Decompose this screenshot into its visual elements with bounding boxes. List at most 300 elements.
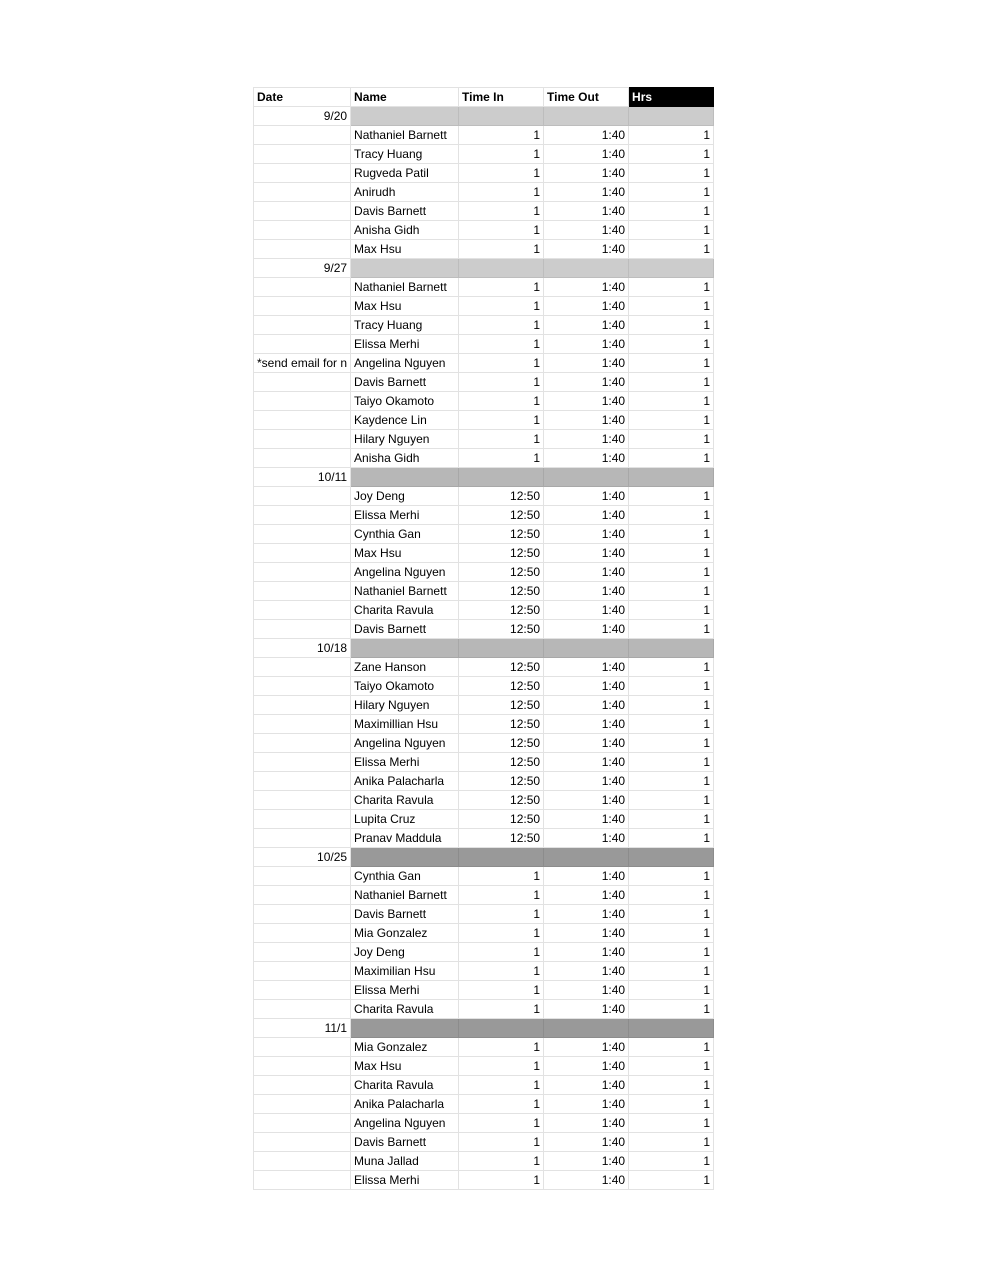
time-in-cell[interactable]: 1 [459, 1133, 544, 1152]
name-cell[interactable]: Mia Gonzalez [351, 924, 459, 943]
time-out-cell[interactable]: 1:40 [544, 240, 629, 259]
name-cell[interactable]: Max Hsu [351, 1057, 459, 1076]
name-cell[interactable]: Muna Jallad [351, 1152, 459, 1171]
table-row [254, 981, 714, 1000]
time-in-cell[interactable]: 12:50 [459, 620, 544, 639]
time-in-cell[interactable]: 12:50 [459, 658, 544, 677]
note-cell[interactable] [254, 791, 351, 810]
note-cell[interactable] [254, 278, 351, 297]
name-cell[interactable]: Elissa Merhi [351, 335, 459, 354]
note-cell[interactable] [254, 1171, 351, 1190]
time-in-cell[interactable]: 12:50 [459, 506, 544, 525]
date-cell[interactable]: 9/27 [254, 259, 351, 278]
time-out-cell[interactable]: 1:40 [544, 1095, 629, 1114]
shaded-cell[interactable] [351, 1019, 459, 1038]
header-date[interactable]: Date [254, 88, 351, 107]
shaded-cell[interactable] [459, 468, 544, 487]
time-in-cell[interactable]: 12:50 [459, 582, 544, 601]
time-in-cell[interactable]: 12:50 [459, 601, 544, 620]
time-in-cell[interactable]: 1 [459, 1152, 544, 1171]
time-in-cell[interactable]: 1 [459, 886, 544, 905]
name-cell[interactable]: Charita Ravula [351, 601, 459, 620]
time-out-cell[interactable]: 1:40 [544, 772, 629, 791]
time-out-cell[interactable]: 1:40 [544, 962, 629, 981]
date-group-row [254, 259, 714, 278]
hrs-cell[interactable]: 1 [629, 240, 714, 259]
time-in-cell[interactable]: 1 [459, 981, 544, 1000]
hrs-cell[interactable]: 1 [629, 772, 714, 791]
name-cell[interactable]: Nathaniel Barnett [351, 278, 459, 297]
time-in-cell[interactable]: 1 [459, 430, 544, 449]
time-out-cell[interactable]: 1:40 [544, 943, 629, 962]
note-cell[interactable] [254, 202, 351, 221]
time-in-cell[interactable]: 1 [459, 1095, 544, 1114]
name-cell[interactable]: Anisha Gidh [351, 221, 459, 240]
time-in-cell[interactable]: 12:50 [459, 696, 544, 715]
note-cell[interactable] [254, 544, 351, 563]
name-cell[interactable]: Davis Barnett [351, 373, 459, 392]
time-out-cell[interactable]: 1:40 [544, 411, 629, 430]
note-cell[interactable] [254, 601, 351, 620]
table-row [254, 335, 714, 354]
name-cell[interactable]: Rugveda Patil [351, 164, 459, 183]
time-in-cell[interactable]: 1 [459, 240, 544, 259]
hrs-cell[interactable]: 1 [629, 487, 714, 506]
time-in-cell[interactable]: 12:50 [459, 487, 544, 506]
hrs-cell[interactable]: 1 [629, 810, 714, 829]
note-cell[interactable] [254, 715, 351, 734]
time-in-cell[interactable]: 1 [459, 867, 544, 886]
hrs-cell[interactable]: 1 [629, 316, 714, 335]
table-row [254, 316, 714, 335]
time-out-cell[interactable]: 1:40 [544, 1038, 629, 1057]
name-cell[interactable]: Lupita Cruz [351, 810, 459, 829]
header-hrs[interactable]: Hrs [629, 88, 714, 107]
time-in-cell[interactable]: 12:50 [459, 829, 544, 848]
name-cell[interactable]: Kaydence Lin [351, 411, 459, 430]
name-cell[interactable]: Mia Gonzalez [351, 1038, 459, 1057]
note-cell[interactable] [254, 1038, 351, 1057]
time-out-cell[interactable]: 1:40 [544, 506, 629, 525]
name-cell[interactable]: Anisha Gidh [351, 449, 459, 468]
hrs-cell[interactable]: 1 [629, 1057, 714, 1076]
note-cell[interactable] [254, 810, 351, 829]
shaded-cell[interactable] [351, 107, 459, 126]
time-in-cell[interactable]: 1 [459, 392, 544, 411]
time-out-cell[interactable]: 1:40 [544, 715, 629, 734]
note-cell[interactable] [254, 943, 351, 962]
note-cell[interactable] [254, 1076, 351, 1095]
time-in-cell[interactable]: 1 [459, 354, 544, 373]
hrs-cell[interactable]: 1 [629, 278, 714, 297]
time-out-cell[interactable]: 1:40 [544, 1152, 629, 1171]
note-cell[interactable] [254, 677, 351, 696]
time-out-cell[interactable]: 1:40 [544, 886, 629, 905]
shaded-cell[interactable] [544, 259, 629, 278]
time-out-cell[interactable]: 1:40 [544, 829, 629, 848]
note-cell[interactable] [254, 240, 351, 259]
name-cell[interactable]: Charita Ravula [351, 1000, 459, 1019]
time-out-cell[interactable]: 1:40 [544, 696, 629, 715]
hrs-cell[interactable]: 1 [629, 164, 714, 183]
time-in-cell[interactable]: 1 [459, 183, 544, 202]
note-cell[interactable] [254, 430, 351, 449]
shaded-cell[interactable] [544, 848, 629, 867]
note-cell[interactable] [254, 1000, 351, 1019]
name-cell[interactable]: Elissa Merhi [351, 753, 459, 772]
time-in-cell[interactable]: 12:50 [459, 544, 544, 563]
shaded-cell[interactable] [459, 259, 544, 278]
time-out-cell[interactable]: 1:40 [544, 1133, 629, 1152]
note-cell[interactable] [254, 753, 351, 772]
name-cell[interactable]: Pranav Maddula [351, 829, 459, 848]
time-in-cell[interactable]: 1 [459, 924, 544, 943]
note-cell[interactable] [254, 183, 351, 202]
shaded-cell[interactable] [544, 468, 629, 487]
time-out-cell[interactable]: 1:40 [544, 544, 629, 563]
hrs-cell[interactable]: 1 [629, 1114, 714, 1133]
header-time-out[interactable]: Time Out [544, 88, 629, 107]
time-out-cell[interactable]: 1:40 [544, 449, 629, 468]
table-row [254, 278, 714, 297]
time-in-cell[interactable]: 1 [459, 411, 544, 430]
time-in-cell[interactable]: 1 [459, 126, 544, 145]
shaded-cell[interactable] [351, 259, 459, 278]
time-in-cell[interactable]: 12:50 [459, 525, 544, 544]
time-out-cell[interactable]: 1:40 [544, 278, 629, 297]
hrs-cell[interactable]: 1 [629, 392, 714, 411]
time-in-cell[interactable]: 1 [459, 297, 544, 316]
hrs-cell[interactable]: 1 [629, 1171, 714, 1190]
note-cell[interactable] [254, 696, 351, 715]
time-out-cell[interactable]: 1:40 [544, 867, 629, 886]
hrs-cell[interactable]: 1 [629, 677, 714, 696]
note-cell[interactable] [254, 316, 351, 335]
time-out-cell[interactable]: 1:40 [544, 981, 629, 1000]
time-out-cell[interactable]: 1:40 [544, 354, 629, 373]
time-in-cell[interactable]: 1 [459, 1171, 544, 1190]
note-cell[interactable] [254, 487, 351, 506]
time-in-cell[interactable]: 1 [459, 1057, 544, 1076]
time-out-cell[interactable]: 1:40 [544, 620, 629, 639]
time-in-cell[interactable]: 1 [459, 316, 544, 335]
hrs-cell[interactable]: 1 [629, 1152, 714, 1171]
hrs-cell[interactable]: 1 [629, 1000, 714, 1019]
time-out-cell[interactable]: 1:40 [544, 791, 629, 810]
shaded-cell[interactable] [544, 107, 629, 126]
note-cell[interactable] [254, 411, 351, 430]
name-cell[interactable]: Elissa Merhi [351, 981, 459, 1000]
name-cell[interactable]: Max Hsu [351, 240, 459, 259]
time-in-cell[interactable]: 1 [459, 164, 544, 183]
name-cell[interactable]: Davis Barnett [351, 202, 459, 221]
hrs-cell[interactable]: 1 [629, 506, 714, 525]
note-cell[interactable] [254, 525, 351, 544]
hrs-cell[interactable]: 1 [629, 753, 714, 772]
shaded-cell[interactable] [629, 848, 714, 867]
time-in-cell[interactable]: 12:50 [459, 753, 544, 772]
hrs-cell[interactable]: 1 [629, 297, 714, 316]
hrs-cell[interactable]: 1 [629, 544, 714, 563]
attendance-sheet [253, 87, 714, 1190]
hrs-cell[interactable]: 1 [629, 734, 714, 753]
hrs-cell[interactable]: 1 [629, 1095, 714, 1114]
name-cell[interactable]: Maximillian Hsu [351, 715, 459, 734]
note-cell[interactable] [254, 506, 351, 525]
hrs-cell[interactable]: 1 [629, 658, 714, 677]
note-cell[interactable] [254, 829, 351, 848]
note-cell[interactable] [254, 924, 351, 943]
time-in-cell[interactable]: 1 [459, 1114, 544, 1133]
time-in-cell[interactable]: 1 [459, 905, 544, 924]
hrs-cell[interactable]: 1 [629, 943, 714, 962]
name-cell[interactable]: Nathaniel Barnett [351, 582, 459, 601]
time-out-cell[interactable]: 1:40 [544, 183, 629, 202]
time-out-cell[interactable]: 1:40 [544, 582, 629, 601]
time-out-cell[interactable]: 1:40 [544, 1114, 629, 1133]
note-cell[interactable] [254, 981, 351, 1000]
time-out-cell[interactable]: 1:40 [544, 487, 629, 506]
note-cell[interactable] [254, 297, 351, 316]
name-cell[interactable]: Angelina Nguyen [351, 563, 459, 582]
note-cell[interactable] [254, 772, 351, 791]
name-cell[interactable]: Cynthia Gan [351, 867, 459, 886]
name-cell[interactable]: Anirudh [351, 183, 459, 202]
hrs-cell[interactable]: 1 [629, 221, 714, 240]
time-out-cell[interactable]: 1:40 [544, 164, 629, 183]
date-cell[interactable]: 10/25 [254, 848, 351, 867]
hrs-cell[interactable]: 1 [629, 411, 714, 430]
hrs-cell[interactable]: 1 [629, 525, 714, 544]
hrs-cell[interactable]: 1 [629, 582, 714, 601]
time-in-cell[interactable]: 1 [459, 1076, 544, 1095]
name-cell[interactable]: Taiyo Okamoto [351, 392, 459, 411]
time-in-cell[interactable]: 12:50 [459, 772, 544, 791]
note-cell[interactable]: *send email for n [254, 354, 351, 373]
hrs-cell[interactable]: 1 [629, 1038, 714, 1057]
name-cell[interactable]: Angelina Nguyen [351, 1114, 459, 1133]
time-out-cell[interactable]: 1:40 [544, 677, 629, 696]
note-cell[interactable] [254, 886, 351, 905]
header-time-in[interactable]: Time In [459, 88, 544, 107]
hrs-cell[interactable]: 1 [629, 696, 714, 715]
time-out-cell[interactable]: 1:40 [544, 373, 629, 392]
note-cell[interactable] [254, 335, 351, 354]
name-cell[interactable]: Davis Barnett [351, 620, 459, 639]
shaded-cell[interactable] [544, 1019, 629, 1038]
table-row [254, 202, 714, 221]
hrs-cell[interactable]: 1 [629, 981, 714, 1000]
time-in-cell[interactable]: 1 [459, 145, 544, 164]
name-cell[interactable]: Davis Barnett [351, 905, 459, 924]
name-cell[interactable]: Davis Barnett [351, 1133, 459, 1152]
time-out-cell[interactable]: 1:40 [544, 905, 629, 924]
hrs-cell[interactable]: 1 [629, 449, 714, 468]
hrs-cell[interactable]: 1 [629, 924, 714, 943]
note-cell[interactable] [254, 373, 351, 392]
note-cell[interactable] [254, 126, 351, 145]
name-cell[interactable]: Joy Deng [351, 487, 459, 506]
time-in-cell[interactable]: 1 [459, 221, 544, 240]
time-out-cell[interactable]: 1:40 [544, 810, 629, 829]
time-out-cell[interactable]: 1:40 [544, 297, 629, 316]
shaded-cell[interactable] [351, 639, 459, 658]
name-cell[interactable]: Elissa Merhi [351, 506, 459, 525]
time-in-cell[interactable]: 1 [459, 278, 544, 297]
time-out-cell[interactable]: 1:40 [544, 430, 629, 449]
note-cell[interactable] [254, 1133, 351, 1152]
hrs-cell[interactable]: 1 [629, 829, 714, 848]
hrs-cell[interactable]: 1 [629, 962, 714, 981]
hrs-cell[interactable]: 1 [629, 563, 714, 582]
shaded-cell[interactable] [629, 468, 714, 487]
time-in-cell[interactable]: 12:50 [459, 563, 544, 582]
name-cell[interactable]: Nathaniel Barnett [351, 126, 459, 145]
hrs-cell[interactable]: 1 [629, 867, 714, 886]
name-cell[interactable]: Max Hsu [351, 544, 459, 563]
shaded-cell[interactable] [351, 468, 459, 487]
name-cell[interactable]: Zane Hanson [351, 658, 459, 677]
time-out-cell[interactable]: 1:40 [544, 335, 629, 354]
hrs-cell[interactable]: 1 [629, 183, 714, 202]
time-in-cell[interactable]: 1 [459, 1000, 544, 1019]
time-in-cell[interactable]: 1 [459, 962, 544, 981]
note-cell[interactable] [254, 164, 351, 183]
hrs-cell[interactable]: 1 [629, 430, 714, 449]
shaded-cell[interactable] [629, 107, 714, 126]
hrs-cell[interactable]: 1 [629, 715, 714, 734]
hrs-cell[interactable]: 1 [629, 1076, 714, 1095]
name-cell[interactable]: Joy Deng [351, 943, 459, 962]
name-cell[interactable]: Nathaniel Barnett [351, 886, 459, 905]
time-out-cell[interactable]: 1:40 [544, 753, 629, 772]
note-cell[interactable] [254, 867, 351, 886]
name-cell[interactable]: Tracy Huang [351, 145, 459, 164]
time-in-cell[interactable]: 1 [459, 373, 544, 392]
date-cell[interactable]: 11/1 [254, 1019, 351, 1038]
hrs-cell[interactable]: 1 [629, 354, 714, 373]
hrs-cell[interactable]: 1 [629, 145, 714, 164]
time-in-cell[interactable]: 12:50 [459, 677, 544, 696]
time-out-cell[interactable]: 1:40 [544, 734, 629, 753]
shaded-cell[interactable] [544, 639, 629, 658]
note-cell[interactable] [254, 221, 351, 240]
time-out-cell[interactable]: 1:40 [544, 145, 629, 164]
note-cell[interactable] [254, 620, 351, 639]
shaded-cell[interactable] [629, 639, 714, 658]
name-cell[interactable]: Angelina Nguyen [351, 354, 459, 373]
header-name[interactable]: Name [351, 88, 459, 107]
hrs-cell[interactable]: 1 [629, 373, 714, 392]
time-in-cell[interactable]: 12:50 [459, 810, 544, 829]
time-in-cell[interactable]: 12:50 [459, 734, 544, 753]
date-cell[interactable]: 10/18 [254, 639, 351, 658]
note-cell[interactable] [254, 392, 351, 411]
shaded-cell[interactable] [351, 848, 459, 867]
hrs-cell[interactable]: 1 [629, 620, 714, 639]
time-out-cell[interactable]: 1:40 [544, 1076, 629, 1095]
shaded-cell[interactable] [459, 107, 544, 126]
name-cell[interactable]: Anika Palacharla [351, 1095, 459, 1114]
time-in-cell[interactable]: 1 [459, 335, 544, 354]
time-out-cell[interactable]: 1:40 [544, 126, 629, 145]
hrs-cell[interactable]: 1 [629, 202, 714, 221]
shaded-cell[interactable] [459, 848, 544, 867]
note-cell[interactable] [254, 658, 351, 677]
note-cell[interactable] [254, 1057, 351, 1076]
time-out-cell[interactable]: 1:40 [544, 392, 629, 411]
time-out-cell[interactable]: 1:40 [544, 202, 629, 221]
time-in-cell[interactable]: 1 [459, 449, 544, 468]
hrs-cell[interactable]: 1 [629, 601, 714, 620]
time-out-cell[interactable]: 1:40 [544, 658, 629, 677]
name-cell[interactable]: Elissa Merhi [351, 1171, 459, 1190]
name-cell[interactable]: Cynthia Gan [351, 525, 459, 544]
time-out-cell[interactable]: 1:40 [544, 221, 629, 240]
note-cell[interactable] [254, 1152, 351, 1171]
table-row [254, 867, 714, 886]
hrs-cell[interactable]: 1 [629, 905, 714, 924]
date-group-row [254, 639, 714, 658]
time-in-cell[interactable]: 1 [459, 943, 544, 962]
hrs-cell[interactable]: 1 [629, 791, 714, 810]
date-cell[interactable]: 9/20 [254, 107, 351, 126]
name-cell[interactable]: Tracy Huang [351, 316, 459, 335]
time-out-cell[interactable]: 1:40 [544, 1000, 629, 1019]
time-out-cell[interactable]: 1:40 [544, 316, 629, 335]
hrs-cell[interactable]: 1 [629, 335, 714, 354]
note-cell[interactable] [254, 905, 351, 924]
note-cell[interactable] [254, 449, 351, 468]
time-out-cell[interactable]: 1:40 [544, 601, 629, 620]
note-cell[interactable] [254, 734, 351, 753]
shaded-cell[interactable] [629, 259, 714, 278]
name-cell[interactable]: Anika Palacharla [351, 772, 459, 791]
date-cell[interactable]: 10/11 [254, 468, 351, 487]
time-out-cell[interactable]: 1:40 [544, 924, 629, 943]
name-cell[interactable]: Maximilian Hsu [351, 962, 459, 981]
shaded-cell[interactable] [459, 639, 544, 658]
hrs-cell[interactable]: 1 [629, 1133, 714, 1152]
time-in-cell[interactable]: 12:50 [459, 791, 544, 810]
note-cell[interactable] [254, 145, 351, 164]
time-in-cell[interactable]: 12:50 [459, 715, 544, 734]
note-cell[interactable] [254, 563, 351, 582]
name-cell[interactable]: Charita Ravula [351, 791, 459, 810]
time-out-cell[interactable]: 1:40 [544, 1057, 629, 1076]
name-cell[interactable]: Hilary Nguyen [351, 430, 459, 449]
note-cell[interactable] [254, 1114, 351, 1133]
table-row [254, 506, 714, 525]
shaded-cell[interactable] [629, 1019, 714, 1038]
time-in-cell[interactable]: 1 [459, 202, 544, 221]
name-cell[interactable]: Charita Ravula [351, 1076, 459, 1095]
shaded-cell[interactable] [459, 1019, 544, 1038]
name-cell[interactable]: Max Hsu [351, 297, 459, 316]
note-cell[interactable] [254, 962, 351, 981]
time-out-cell[interactable]: 1:40 [544, 1171, 629, 1190]
time-out-cell[interactable]: 1:40 [544, 525, 629, 544]
name-cell[interactable]: Taiyo Okamoto [351, 677, 459, 696]
hrs-cell[interactable]: 1 [629, 886, 714, 905]
time-in-cell[interactable]: 1 [459, 1038, 544, 1057]
name-cell[interactable]: Hilary Nguyen [351, 696, 459, 715]
time-out-cell[interactable]: 1:40 [544, 563, 629, 582]
note-cell[interactable] [254, 582, 351, 601]
hrs-cell[interactable]: 1 [629, 126, 714, 145]
note-cell[interactable] [254, 1095, 351, 1114]
name-cell[interactable]: Angelina Nguyen [351, 734, 459, 753]
